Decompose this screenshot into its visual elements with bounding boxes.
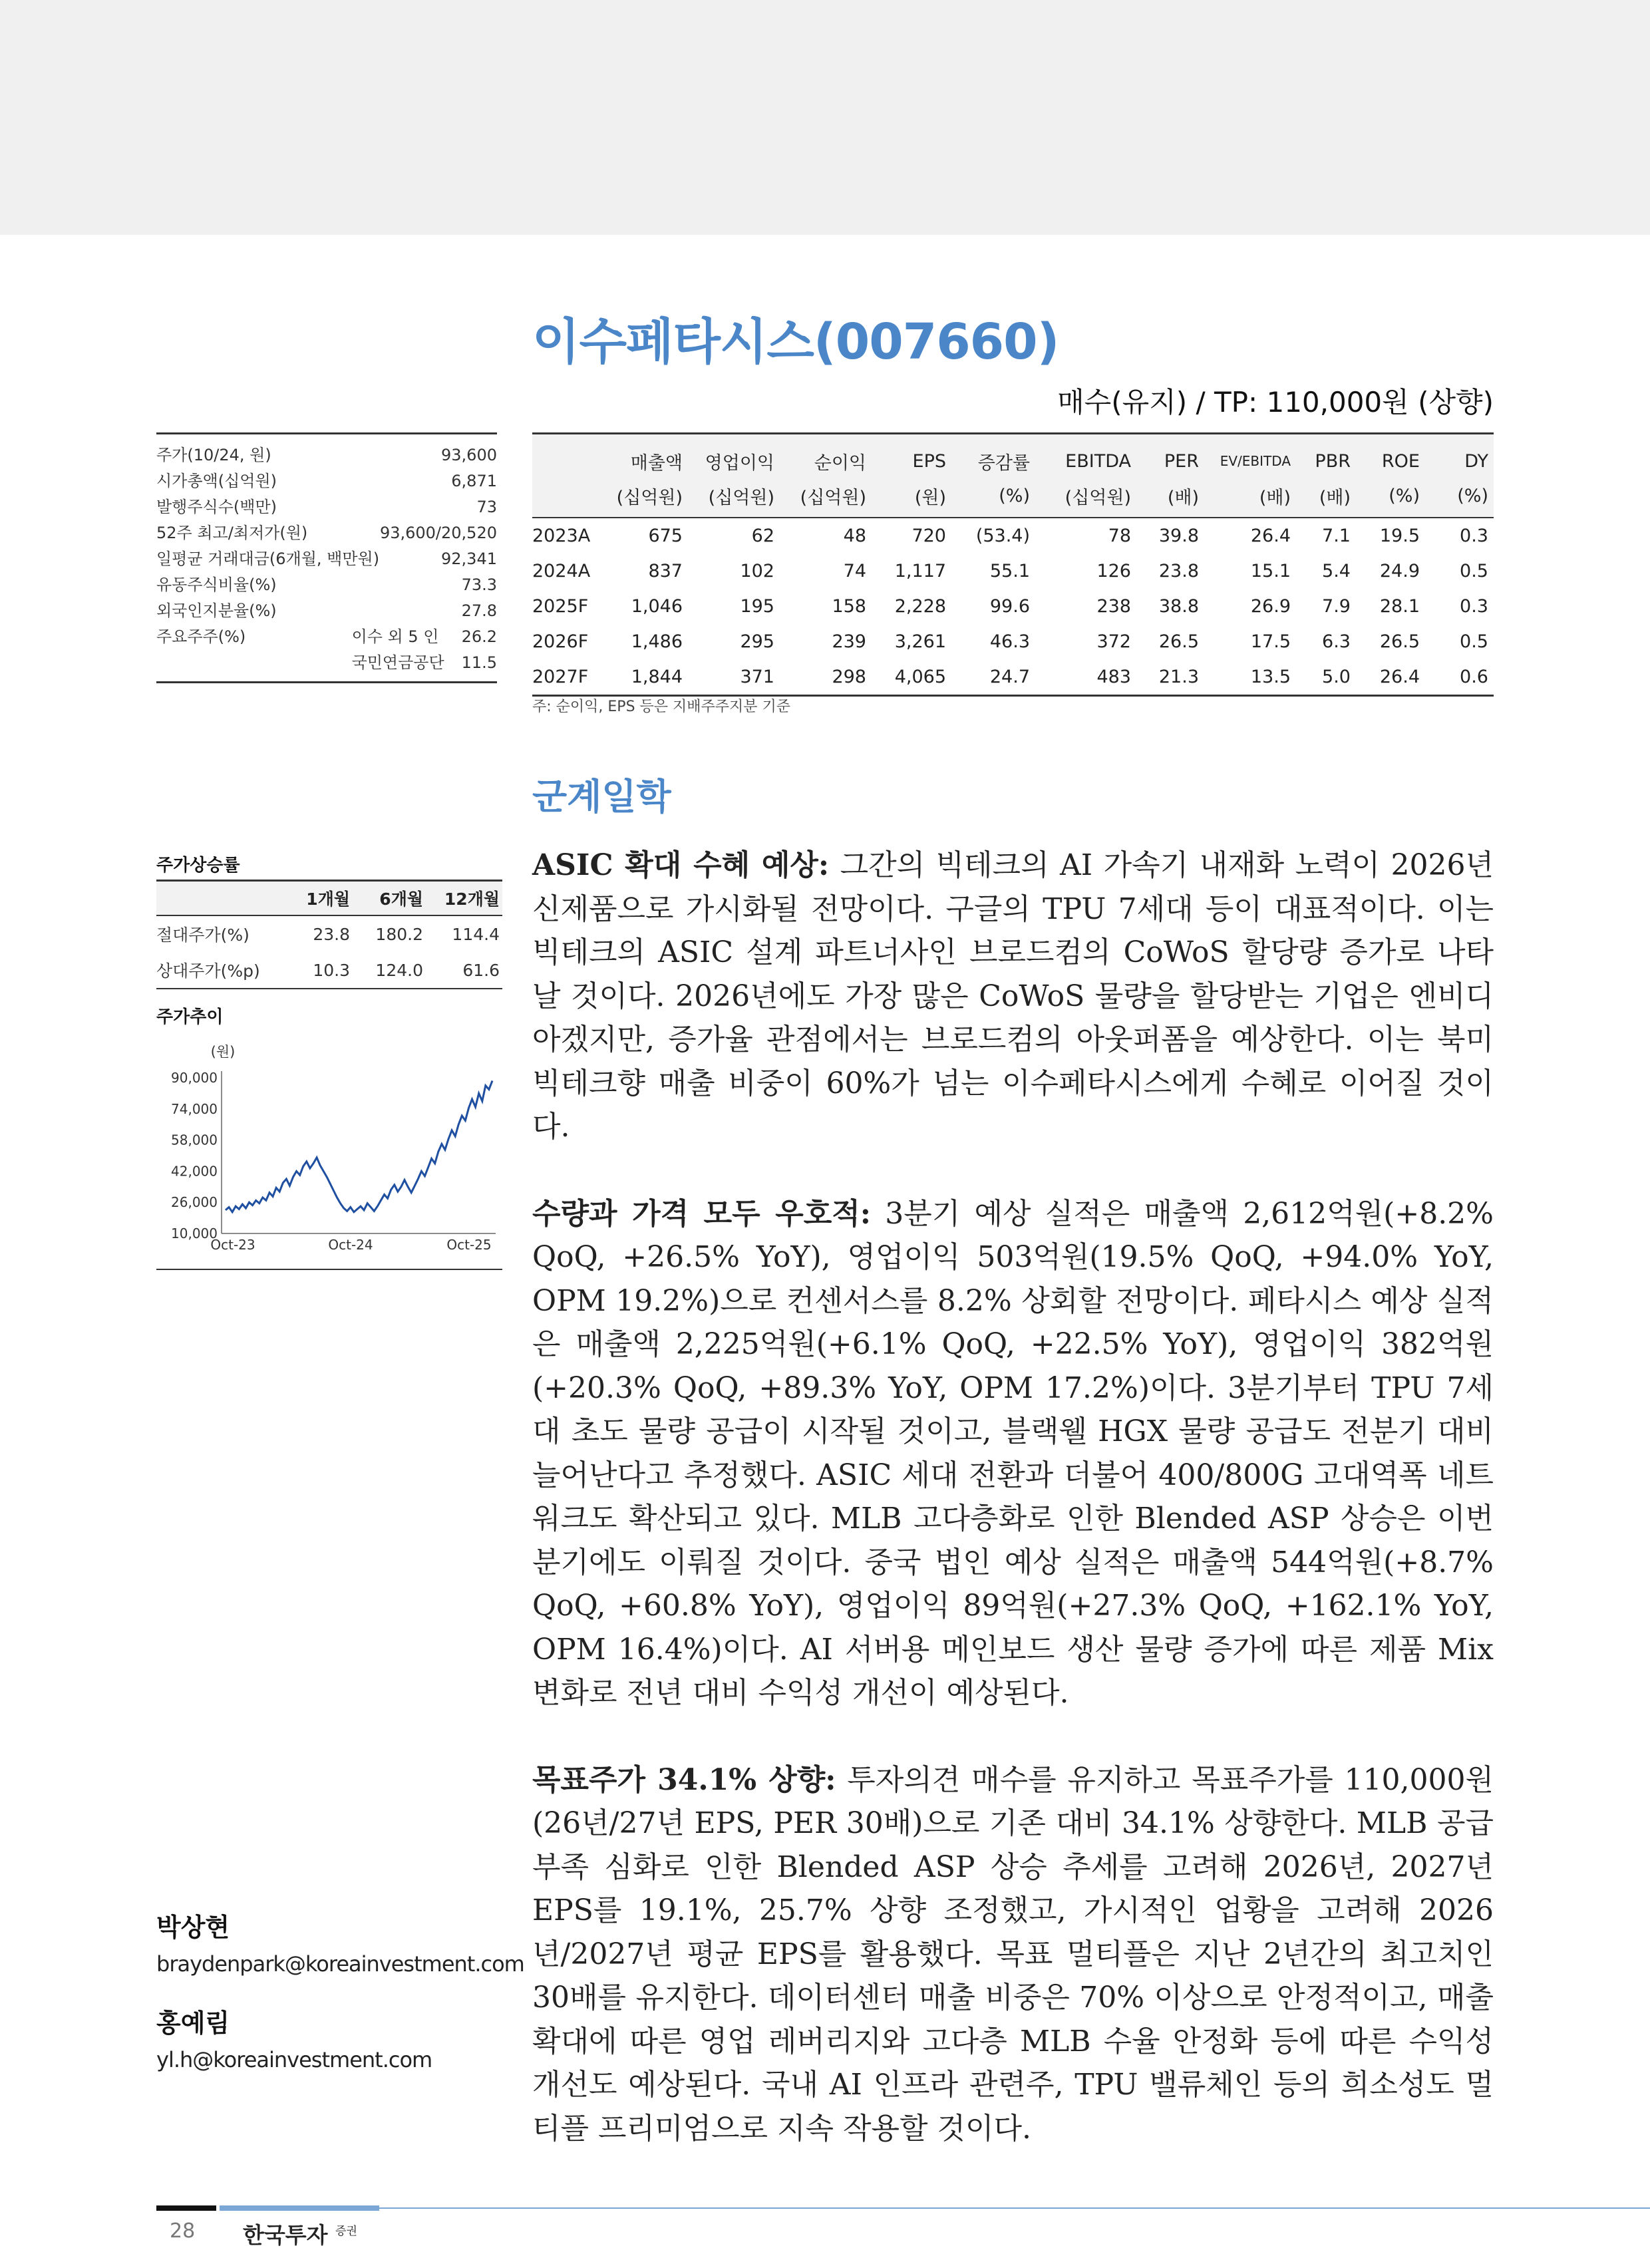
info-row: 일평균 거래대금(6개월, 백만원) 92,341 — [156, 550, 497, 568]
returns-header-row: 1개월 6개월 12개월 — [156, 881, 502, 916]
paragraph-text: 3분기 예상 실적은 매출액 2,612억원(+8.2% QoQ, +26.5% YoY), 영업이익 503억원(19.5% QoQ, +94.0% YoY, OPM 19.2%)으로 컨센서스를 8.2% 상회할 전망이다. 페타시스 예상 실적은 매출액 2,225억원(+6.1% QoQ, +22.5% YoY), 영업이익 382억원(+20.3% QoQ, +89.3% YoY, OPM 17.2%)이다. 3분기부터 TPU 7세대 초도 물량 공급이 시작될 것이고, 블랙웰 HGX 물량 공급도 전분기 대비 늘어난다고 추정했다. ASIC 세대 전환과 더불어 400/800G 고대역폭 네트워크도 확산되고 있다. MLB 고다층화로 인한 Blended ASP 상승은 이번 분기에도 이뤄질 것이다. 중국 법인 예상 실적은 매출액 544억원(+8.7% QoQ, +60.8% YoY), 영업이익 89억원(+27.3% QoQ, +162.1% YoY, OPM 16.4%)이다. AI 서버용 메인보드 생산 물량 증가에 따른 제품 Mix 변화로 전년 대비 수익성 개선이 예상된다. — [532, 1196, 1494, 1710]
financial-table — [532, 432, 1494, 697]
footer-rule-blue — [220, 2205, 379, 2211]
analyst-name: 박상현 — [156, 1913, 230, 1942]
paragraph-lead: ASIC 확대 수혜 예상: — [532, 848, 830, 882]
price-series-line — [226, 1080, 492, 1212]
paragraph-lead: 목표주가 34.1% 상향: — [532, 1762, 836, 1797]
y-tick-label: 10,000 — [171, 1225, 218, 1241]
fin-row: 2026F 1,486 295 239 3,261 46.3 372 26.5 17.5 6.3 26.5 0.5 — [532, 631, 1488, 652]
analyst-email[interactable]: yl.h@koreainvestment.com — [156, 2047, 432, 2072]
analyst-email[interactable]: braydenpark@koreainvestment.com — [156, 1951, 524, 1977]
info-row: 발행주식수(백만) 73 — [156, 498, 497, 516]
top-band — [0, 0, 1650, 235]
paragraph — [532, 844, 1494, 1149]
fin-table-note: 주: 순이익, EPS 등은 지배주주지분 기준 — [532, 699, 791, 715]
info-row: 52주 최고/최저가(원) 93,600/20,520 — [156, 524, 497, 542]
x-tick-label: Oct-25 — [446, 1237, 492, 1253]
fin-row: 2024A 837 102 74 1,117 55.1 126 23.8 15.1 5.4 24.9 0.5 — [532, 561, 1488, 581]
price-chart — [156, 1039, 502, 1270]
paragraph — [532, 1758, 1494, 2151]
fin-row: 2027F 1,844 371 298 4,065 24.7 483 21.3 13.5 5.0 26.4 0.6 — [532, 667, 1488, 687]
page-title: 이수페타시스(007660) — [532, 313, 1059, 371]
info-row: 국민연금공단 11.5 — [351, 653, 497, 672]
x-tick-label: Oct-23 — [210, 1237, 255, 1253]
fin-row: 2023A 675 62 48 720 (53.4) 78 39.8 26.4 7.1 19.5 0.3 — [532, 526, 1488, 546]
info-row: 주요주주(%) 이수 외 5 인 26.2 — [156, 627, 497, 646]
rating-line: 매수(유지) / TP: 110,000원 (상향) — [1057, 386, 1494, 418]
info-row: 외국인지분율(%) 27.8 — [156, 601, 497, 620]
price-chart-svg — [156, 1039, 502, 1269]
info-row: 시가총액(십억원) 6,871 — [156, 472, 497, 490]
company-logo: 한국투자 $^{증권}$ — [243, 2222, 357, 2248]
x-tick-label: Oct-24 — [328, 1237, 373, 1253]
y-tick-label: 74,000 — [171, 1100, 218, 1117]
paragraph-text: 그간의 빅테크의 AI 가속기 내재화 노력이 2026년 신제품으로 가시화될 전망이다. 구글의 TPU 7세대 등이 대표적이다. 이는 빅테크의 ASIC 설계 파트너사인 브로드컴의 CoWoS 할당량 증가로 나타날 것이다. 2026년에도 가장 많은 CoWoS 물량을 할당받는 기업은 엔비디아겠지만, 증가율 관점에서는 브로드컴의 아웃퍼폼을 예상한다. 이는 북미 빅테크향 매출 비중이 60%가 넘는 이수페타시스에게 수혜로 이어질 것이다. — [532, 848, 1494, 1144]
footer-rule-dark — [156, 2205, 216, 2211]
y-tick-label: 90,000 — [171, 1070, 218, 1086]
returns-row: 상대주가(%p) 10.3 124.0 61.6 — [156, 960, 500, 981]
paragraph-text: 투자의견 매수를 유지하고 목표주가를 110,000원(26년/27년 EPS, PER 30배)으로 기존 대비 34.1% 상향한다. MLB 공급 부족 심화로 인한 Blended ASP 상승 추세를 고려해 2026년, 2027년 EPS를 19.1%, 25.7% 상향 조정했고, 가시적인 업황을 고려해 2026년/2027년 평균 EPS를 활용했다. 목표 멀티플은 지난 2년간의 최고치인 30배를 유지한다. 데이터센터 매출 비중은 70% 이상으로 안정적이고, 매출 확대에 따른 영업 레버리지와 고다층 MLB 수율 안정화 등에 따른 수익성 개선도 예상된다. 국내 AI 인프라 관련주, TPU 밸류체인 등의 희소성도 멀티플 프리미엄으로 지속 작용할 것이다. — [532, 1762, 1494, 2146]
y-tick-label: 26,000 — [171, 1194, 218, 1211]
y-tick-label: 42,000 — [171, 1163, 218, 1180]
footer-rule-thin — [379, 2207, 1650, 2209]
y-tick-label: 58,000 — [171, 1132, 218, 1148]
fin-row: 2025F 1,046 195 158 2,228 99.6 238 38.8 26.9 7.9 28.1 0.3 — [532, 596, 1488, 617]
paragraph-lead: 수량과 가격 모두 우호적: — [532, 1196, 871, 1231]
returns-row: 절대주가(%) 23.8 180.2 114.4 — [156, 924, 500, 945]
page-number: 28 — [170, 2219, 196, 2243]
analyst-name: 홍예림 — [156, 2009, 230, 2038]
info-row: 유동주식비율(%) 73.3 — [156, 575, 497, 594]
returns-table — [156, 880, 502, 989]
body-text — [532, 844, 1494, 2193]
returns-title: 주가상승률 — [156, 856, 240, 876]
section-title: 군계일학 — [532, 776, 671, 818]
fin-header-row: 매출액 영업이익 순이익 EPS 증감률 EBITDA PER EV/EBITDA PBR ROE DY — [630, 450, 1488, 474]
price-chart-title: 주가추이 — [156, 1007, 224, 1027]
stock-info-table — [156, 432, 497, 683]
fin-unit-row: (십억원) (십억원) (십억원) (원) (%) (십억원) (배) (배) (배) (%) (%) — [532, 478, 1494, 518]
paragraph — [532, 1192, 1494, 1715]
chart-unit-label: (원) — [210, 1044, 236, 1060]
info-row: 주가(10/24, 원) 93,600 — [156, 446, 497, 464]
